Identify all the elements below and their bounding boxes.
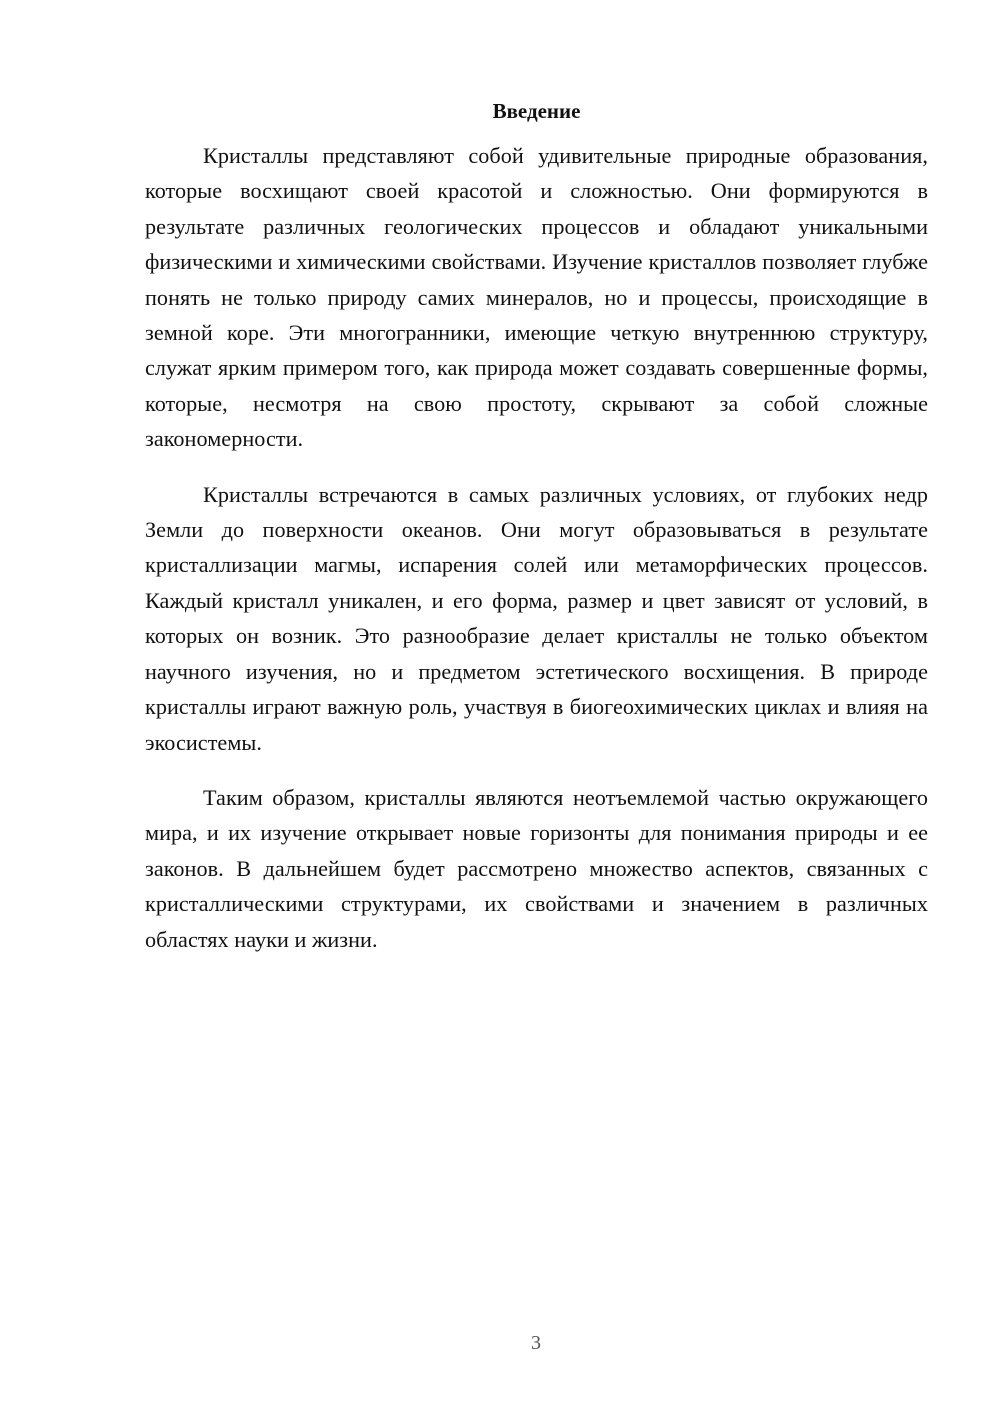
paragraph-1: Кристаллы представляют собой удивительные природные образования, которые восхищают своей красотой и сложностью. Они формируются в результате различных геологических процессов и обладают уникальными физическими и химическими свойствами. Изучение кристаллов позволяет глубже понять не только природу самих минералов, но и процессы, происходящие в земной коре. Эти многогранники, имеющие четкую внутреннюю структуру, служат ярким примером того, как природа может создавать совершенные формы, которые, несмотря на свою простоту, скрывают за собой сложные закономерности. (145, 143, 928, 452)
page-content (145, 96, 928, 977)
section-title: Введение (492, 99, 581, 123)
paragraph-2: Кристаллы встречаются в самых различных условиях, от глубоких недр Земли до поверхности океанов. Они могут образовываться в результате кристаллизации магмы, испарения солей или метаморфических процессов. Каждый кристалл уникален, и его форма, размер и цвет зависят от условий, в которых он возник. Это разнообразие делает кристаллы не только объектом научного изучения, но и предметом эстетического восхищения. В природе кристаллы играют важную роль, участвуя в биогеохимических циклах и влияя на экосистемы. (145, 481, 928, 755)
page-number: 3 (531, 1332, 541, 1354)
paragraph-3: Таким образом, кристаллы являются неотъемлемой частью окружающего мира, и их изучение открывает новые горизонты для понимания природы и ее законов. В дальнейшем будет рассмотрено множество аспектов, связанных с кристаллическими структурами, их свойствами и значением в различных областях науки и жизни. (145, 784, 928, 952)
